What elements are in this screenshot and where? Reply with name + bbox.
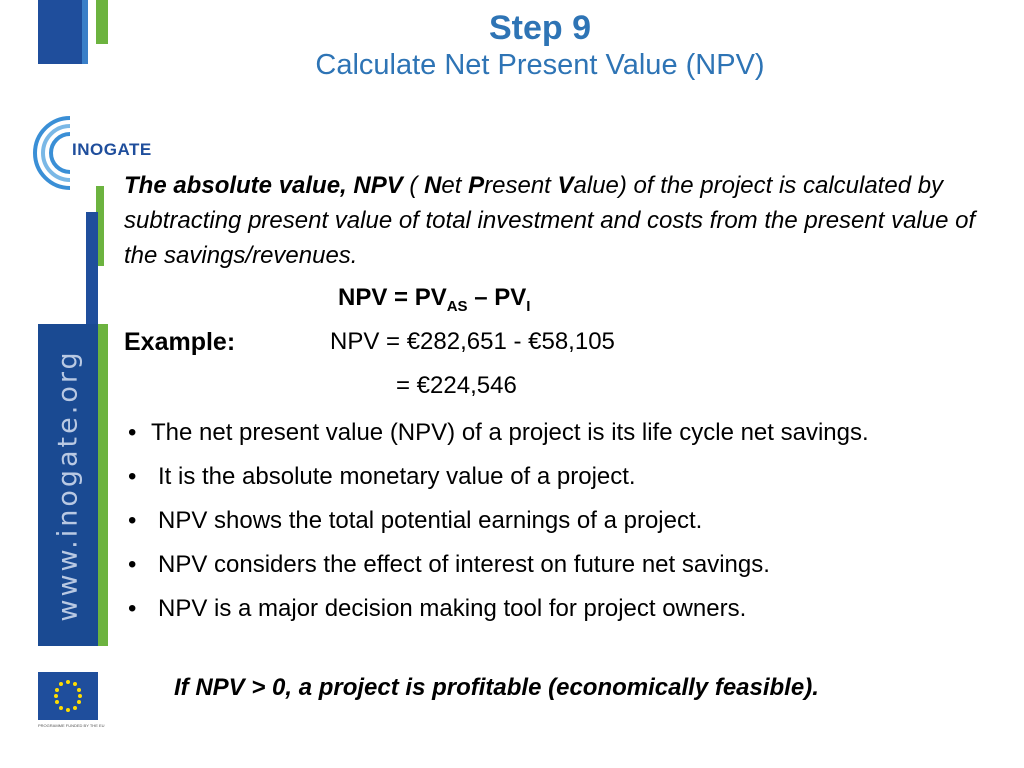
conclusion-text: If NPV > 0, a project is profitable (economically feasible). [174, 674, 819, 701]
logo-text: INOGATE [72, 140, 152, 159]
intro-v: V [557, 172, 574, 199]
intro-p: P [468, 172, 485, 199]
intro-paren: ( [402, 172, 425, 199]
list-item [124, 548, 954, 581]
intro-lead: The absolute value, NPV [124, 172, 403, 199]
sidebar-bar-green-top [96, 0, 108, 44]
slide-title [240, 8, 840, 82]
list-item [124, 592, 954, 625]
step-title: Step 9 [488, 9, 592, 47]
intro-v-rest: alue) of the project is calculated by subtracting present value of total investment and costs from the present value of the savings/revenues. [124, 172, 976, 269]
intro-p-rest: resent [484, 172, 558, 199]
list-item [124, 504, 954, 537]
sidebar-url: www.inogate.org [52, 348, 84, 622]
list-item-text: NPV shows the total potential earnings of a project. [158, 507, 703, 534]
list-item-text: NPV considers the effect of interest on future net savings. [158, 551, 770, 578]
formula-sub-i: I [526, 297, 531, 315]
sidebar-bar-green-low [98, 324, 108, 646]
list-item-text: It is the absolute monetary value of a project. [158, 463, 636, 490]
sidebar-bar-blue-mid [86, 212, 98, 324]
formula-mid: – PV [467, 284, 527, 311]
intro-n-rest: et [441, 172, 469, 199]
bullet-icon: • [128, 419, 137, 446]
bullet-list [124, 416, 954, 636]
example-equation: NPV = €282,651 - €58,105 [330, 328, 615, 355]
bullet-icon: • [128, 507, 137, 534]
formula-lhs: NPV = PV [338, 284, 447, 311]
intro-block [124, 168, 984, 273]
bullet-icon: • [128, 463, 137, 490]
step-subtitle: Calculate Net Present Value (NPV) [315, 49, 765, 81]
bullet-icon: • [128, 595, 137, 622]
bullet-icon: • [128, 551, 137, 578]
npv-formula [338, 284, 530, 315]
example-label: Example: [124, 328, 236, 356]
formula-sub-as: AS [446, 297, 468, 315]
sidebar-bar-blue-top [38, 0, 82, 64]
intro-n: N [424, 172, 442, 199]
intro-paragraph [124, 168, 984, 273]
sidebar-bar-blue-thin [82, 0, 88, 64]
example-result: = €224,546 [396, 372, 517, 399]
list-item-text: NPV is a major decision making tool for project owners. [158, 595, 747, 622]
list-item-text: The net present value (NPV) of a project is its life cycle net savings. [151, 419, 869, 446]
eu-flag-icon [38, 672, 98, 720]
list-item [124, 460, 954, 493]
eu-caption: PROGRAMME FUNDED BY THE EU [38, 723, 105, 728]
list-item [124, 416, 954, 449]
